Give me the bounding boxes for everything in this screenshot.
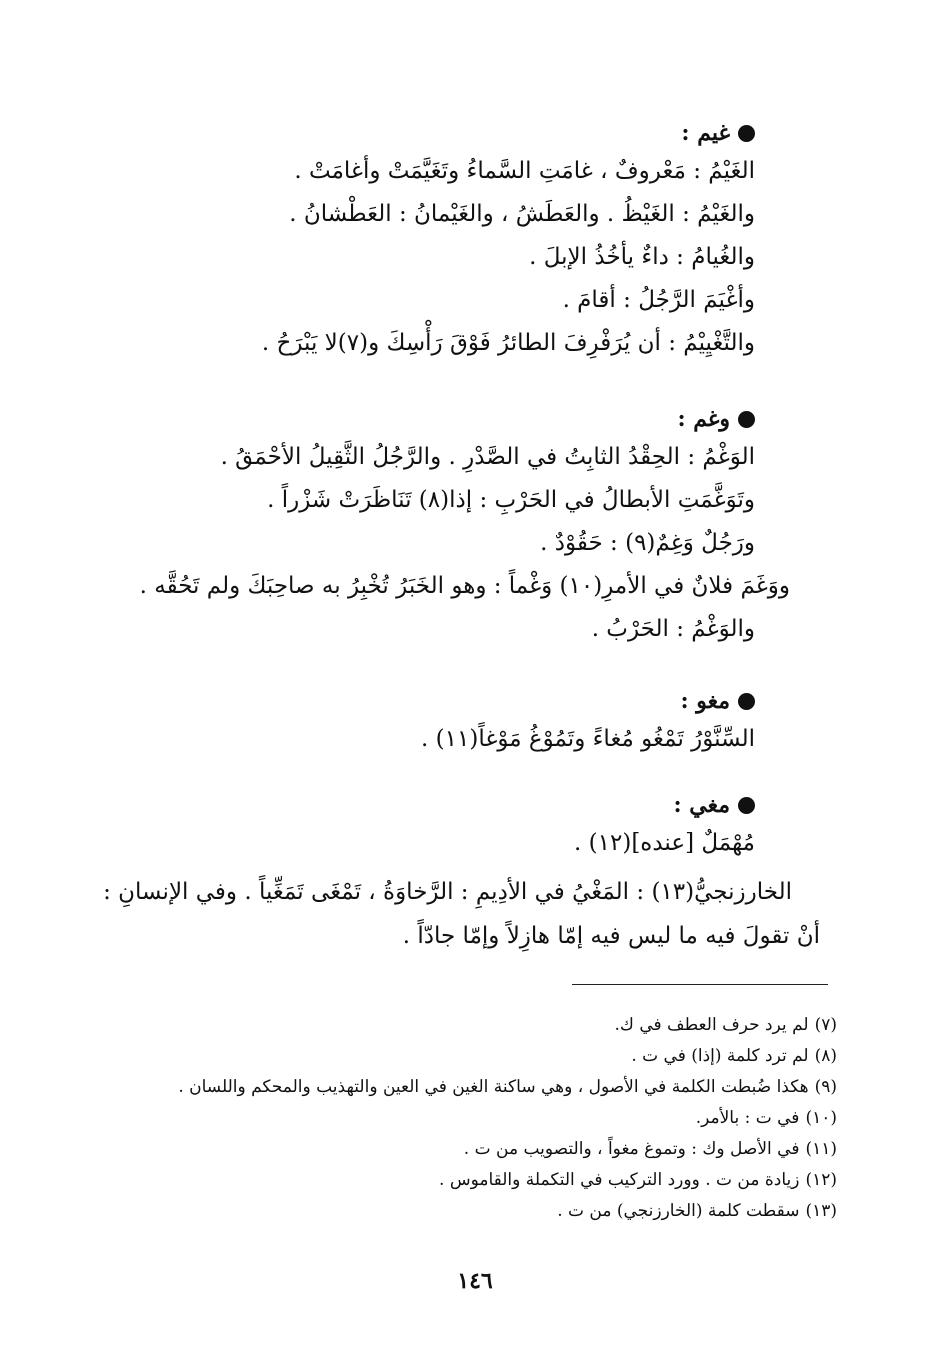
footnote-number: (٩) — [814, 1077, 837, 1097]
bullet-icon — [738, 797, 755, 814]
footnote — [117, 1165, 837, 1196]
footnote-number: (١٠) — [805, 1108, 837, 1128]
entry-maghw — [55, 684, 755, 761]
entry-line: والغُيامُ : داءٌ يأخُذُ الإبلَ . — [529, 244, 755, 270]
entry-line: وتَوَغَّمَتِ الأبطالُ في الحَرْبِ : إذا(٨) تَنَاظَرَتْ شَزْراً . — [267, 487, 755, 513]
entry-ghaym — [55, 116, 755, 365]
bullet-icon — [738, 411, 755, 428]
entry-line: والوَغْمُ : الحَرْبُ . — [591, 616, 755, 642]
footnote-text: لم ترد كلمة (إذا) في ت . — [631, 1046, 809, 1066]
footnote — [117, 1010, 837, 1041]
footnote — [117, 1072, 837, 1103]
footnote-number: (١٣) — [805, 1201, 837, 1221]
entry-heading — [55, 788, 755, 822]
entry-line: مُهْمَلٌ [عنده](١٢) . — [574, 830, 755, 856]
entry-waghm — [55, 402, 790, 651]
footnote-text: سقطت كلمة (الخارزنجي) من ت . — [557, 1201, 800, 1221]
entry-heading — [55, 684, 755, 718]
footnote — [117, 1134, 837, 1165]
entry-heading-text: وغم : — [677, 406, 730, 432]
entry-line: الوَغْمُ : الحِقْدُ الثابِتُ في الصَّدْرِ . والرَّجُلُ الثَّقِيلُ الأحْمَقُ . — [220, 444, 755, 470]
footnote-divider — [572, 984, 828, 985]
footnote-text: هكذا ضُبطت الكلمة في الأصول ، وهي ساكنة الغين في العين والتهذيب والمحكم واللسان . — [178, 1077, 809, 1097]
entry-heading-text: مغو : — [680, 688, 730, 714]
entry-line: السِّنَّوْرُ تَمْغُو مُغاءً وتَمُوْغُ مَوْغاً(١١) . — [421, 726, 755, 752]
entry-line: والغَيْمُ : الغَيْظُ . والعَطَشُ ، والغَيْمانُ : العَطْشانُ . — [289, 201, 755, 227]
entry-maghy — [55, 788, 755, 865]
footnote-number: (٧) — [814, 1015, 837, 1035]
entry-heading — [55, 402, 755, 436]
footnote-text: زيادة من ت . وورد التركيب في التكملة والقاموس . — [439, 1170, 800, 1190]
footnote — [117, 1041, 837, 1072]
paragraph-line: الخارزنجيُّ(١٣) : المَغْيُ في الأدِيمِ : الرَّخاوَةُ ، تَمْغَى تَمَغِّياً . وفي الإنسانِ : — [103, 879, 792, 905]
footnote-text: لم يرد حرف العطف في ك. — [614, 1015, 809, 1035]
footnotes — [117, 1010, 837, 1227]
footnote-number: (١١) — [805, 1139, 837, 1159]
entry-line: ووَغَمَ فلانٌ في الأمرِ(١٠) وَغْماً : وهو الخَبَرُ تُخْبِرُ به صاحِبَكَ ولم تَحُقَّه . — [139, 573, 790, 599]
entry-heading — [55, 116, 755, 150]
footnote — [117, 1196, 837, 1227]
entry-line: والتَّغْيِيْمُ : أن يُرَفْرِفَ الطائرُ فَوْقَ رَأْسِكَ و(٧)لا يَبْرَحُ . — [261, 330, 755, 356]
page-number: ١٤٦ — [457, 1268, 493, 1294]
entry-line: ورَجُلٌ وَغِمٌ(٩) : حَقُوْدٌ . — [540, 530, 755, 556]
entry-heading-text: مغي : — [673, 792, 730, 818]
footnote-number: (١٢) — [805, 1170, 837, 1190]
entry-line: الغَيْمُ : مَعْروفٌ ، غامَتِ السَّماءُ وتَغَيَّمَتْ وأغامَتْ . — [294, 158, 755, 184]
entry-line: وأغْيَمَ الرَّجُلُ : أقامَ . — [562, 287, 755, 313]
paragraph-line: أنْ تقولَ فيه ما ليس فيه إمّا هازِلاً وإمّا جادّاً . — [402, 923, 820, 949]
footnote — [117, 1103, 837, 1134]
bullet-icon — [738, 693, 755, 710]
bullet-icon — [738, 125, 755, 142]
footnote-text: في ت : بالأمر. — [695, 1108, 800, 1128]
entry-heading-text: غيم : — [681, 120, 730, 146]
footnote-text: في الأصل وك : وتموغ مغواً ، والتصويب من ت . — [463, 1139, 800, 1159]
footnote-number: (٨) — [814, 1046, 837, 1066]
